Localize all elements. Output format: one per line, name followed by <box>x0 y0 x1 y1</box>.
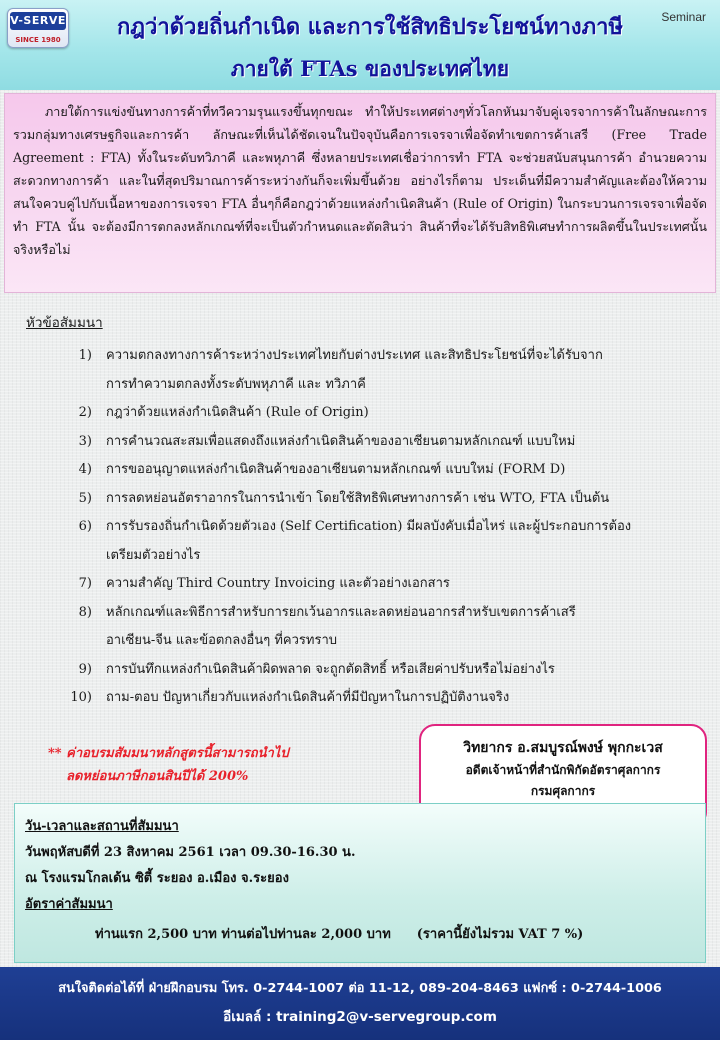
topic-item <box>60 684 710 713</box>
topic-number: 1) <box>78 348 92 363</box>
topic-line2: การทำความตกลงทั้งระดับพหุภาคี และ ทวิภาคี <box>106 376 366 392</box>
speaker-name: วิทยากร อ.สมบูรณ์พงษ์ พุกกะเวส <box>463 740 663 756</box>
topic-text <box>106 570 710 599</box>
topic-line1: ถาม-ตอบ ปัญหาเกี่ยวกับแหล่งกำเนิดสินค้าที่มีปัญหาในการปฏิบัติงานจริง <box>106 690 510 705</box>
topic-number: 10) <box>70 690 92 705</box>
page-title-line1: กฎว่าด้วยถิ่นกำเนิด และการใช้สิทธิประโยชน์ทางภาษี <box>116 14 624 40</box>
topic-text <box>106 513 710 570</box>
topic-item <box>60 599 710 656</box>
company-logo <box>7 8 69 48</box>
topics-heading: หัวข้อสัมมนา <box>26 315 103 331</box>
topic-text <box>106 684 710 713</box>
topic-item <box>60 428 710 457</box>
contact-phone-line: สนใจติดต่อได้ที่ ฝ่ายฝึกอบรม โทร. 0-2744-1007 ต่อ 11-12, 089-204-8463 แฟกซ์ : 0-2744-1006 <box>58 981 662 996</box>
topic-number: 4) <box>78 462 92 477</box>
topic-text <box>106 485 710 514</box>
topic-item <box>60 570 710 599</box>
topic-text <box>106 342 710 399</box>
topic-text <box>106 428 710 457</box>
topic-number: 5) <box>78 490 92 506</box>
topic-number: 7) <box>78 576 92 591</box>
topic-line2: เตรียมตัวอย่างไร <box>106 547 201 563</box>
intro-paragraph: ภายใต้การแข่งขันทางการค้าที่ทวีความรุนแรงขึ้นทุกขณะ ทำให้ประเทศต่างๆทั่วโลกหันมาจับคู่เจรจาการค้าในลักษณะการรวมกลุ่มทางเศรษฐกิจและการค้า ลักษณะที่เห็นได้ชัดเจนในปัจจุบันคือการเจรจาเพื่อจัดทำเขตการค้าเสรี (Free Trade Agreement : FTA) ทั้งในระดับทวิภาคี และพหุภาคี ซึ่งหลายประเทศเชื่อว่าการทำ FTA จะช่วยสนับสนุนการค้า อำนวยความสะดวกทางการค้า และในที่สุดปริมาณการค้าระหว่างกันก็จะเพิ่มขึ้นด้วย อย่างไรก็ตาม ประเด็นที่มีความสำคัญและต้องให้ความสนใจควบคู่ไปกับเนื้อหาของการเจรจา FTA อื่นๆก็คือกฎว่าด้วยแหล่งกำเนิดสินค้า (Rule of Origin) ในกระบวนการเจรจาเพื่อจัดทำ FTA นั้น จะต้องมีการตกลงหลักเกณฑ์ที่จะเป็นตัวกำหนดและตัดสินว่า สินค้าที่จะได้รับสิทธิพิเศษทำการผลิตขึ้นในประเทศนั้นจริงหรือไม่ <box>13 104 707 257</box>
fee-text: ท่านแรก 2,500 บาท ท่านต่อไปท่านละ 2,000 บาท <box>95 927 391 942</box>
topic-text <box>106 656 710 685</box>
tax-note-line2: ลดหย่อนภาษีกอนสินปีได้ 200% <box>66 769 249 784</box>
when-where-heading: วัน-เวลาและสถานที่สัมมนา <box>25 819 179 834</box>
logo-since: SINCE 1980 <box>15 36 61 44</box>
topic-line1: การขออนุญาตแหล่งกำเนิดสินค้าของอาเซียนตามหลักเกณฑ์ แบบใหม่ (FORM D) <box>106 462 566 477</box>
topic-number: 8) <box>78 604 92 620</box>
topics-list <box>60 342 710 713</box>
logo-text: V-SERVE <box>10 12 66 30</box>
topic-number: 3) <box>78 433 92 449</box>
topic-item <box>60 513 710 570</box>
tax-note-line1: ** ค่าอบรมสัมมนาหลักสูตรนี้สามารถนำไป <box>48 746 289 761</box>
fee-heading: อัตราค่าสัมมนา <box>25 897 113 912</box>
topic-item <box>60 656 710 685</box>
topic-item <box>60 485 710 514</box>
header <box>0 0 720 90</box>
speaker-role-line2: กรมศุลกากร <box>530 784 596 798</box>
topic-line1: ความตกลงทางการค้าระหว่างประเทศไทยกับต่างประเทศ และสิทธิประโยชน์ที่จะได้รับจาก <box>106 348 603 363</box>
page-title-line2: ภายใต้ FTAs ของประเทศไทย <box>230 56 510 81</box>
topic-line1: การบันทึกแหล่งกำเนิดสินค้าผิดพลาด จะถูกตัดสิทธิ์ หรือเสียค่าปรับหรือไม่อย่างไร <box>106 661 555 677</box>
topic-text <box>106 456 710 485</box>
fee-row <box>25 922 705 948</box>
topic-line1: ความสำคัญ Third Country Invoicing และตัวอย่างเอกสาร <box>106 576 450 591</box>
event-date-time: วันพฤหัสบดีที่ 23 สิงหาคม 2561 เวลา 09.30-16.30 น. <box>25 845 356 860</box>
topic-line2: อาเซียน-จีน และข้อตกลงอื่นๆ ที่ควรทราบ <box>106 633 338 648</box>
topic-text <box>106 399 710 428</box>
contact-email-line: อีเมลล์ : training2@v-servegroup.com <box>223 1009 497 1025</box>
speaker-role-line1: อดีตเจ้าหน้าที่สำนักพิกัดอัตราศุลกากร <box>465 763 661 777</box>
topic-line1: กฎว่าด้วยแหล่งกำเนิดสินค้า (Rule of Origin) <box>106 405 369 420</box>
fee-note: (ราคานี้ยังไม่รวม VAT 7 %) <box>416 927 584 942</box>
topic-number: 2) <box>78 405 92 420</box>
seminar-badge: Seminar <box>661 10 706 24</box>
event-info-box <box>14 803 706 963</box>
topic-number: 9) <box>78 661 92 677</box>
intro-box <box>4 93 716 293</box>
tax-note <box>48 742 368 788</box>
event-venue: ณ โรงแรมโกลเด้น ซิตี้ ระยอง อ.เมือง จ.ระยอง <box>25 871 289 886</box>
topic-line1: การรับรองถิ่นกำเนิดด้วยตัวเอง (Self Certification) มีผลบังคับเมื่อไหร่ และผู้ประกอบการต้อง <box>106 519 632 534</box>
topic-item <box>60 399 710 428</box>
topic-number: 6) <box>78 519 92 534</box>
topic-text <box>106 599 710 656</box>
footer-contact <box>0 967 720 1040</box>
topic-line1: การลดหย่อนอัตราอากรในการนำเข้า โดยใช้สิทธิพิเศษทางการค้า เช่น WTO, FTA เป็นต้น <box>106 490 610 506</box>
topic-line1: หลักเกณฑ์และพิธีการสำหรับการยกเว้นอากรและลดหย่อนอากรสำหรับเขตการค้าเสรี <box>106 604 576 620</box>
topic-line1: การคำนวณสะสมเพื่อแสดงถึงแหล่งกำเนิดสินค้าของอาเซียนตามหลักเกณฑ์ แบบใหม่ <box>106 433 576 449</box>
topic-item <box>60 456 710 485</box>
topic-item <box>60 342 710 399</box>
